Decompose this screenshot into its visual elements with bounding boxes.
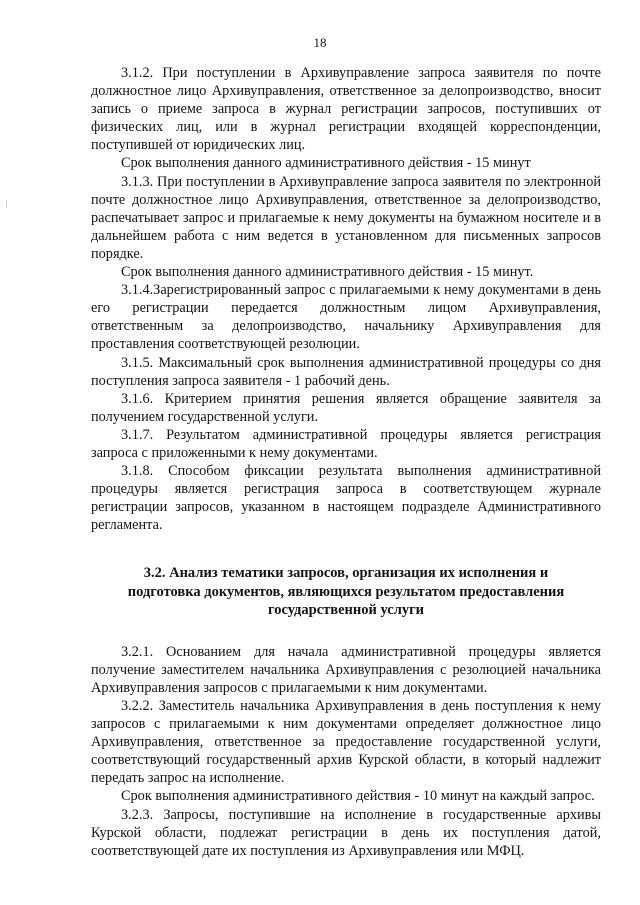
paragraph-deadline-1: Срок выполнения данного административного действия - 15 минут (121, 155, 531, 172)
paragraph-3-1-7: 3.1.7. Результатом административной процедуры является регистрация запроса с приложенными к нему документами. (91, 426, 601, 461)
paragraph-3-1-3: 3.1.3. При поступлении в Архивуправление запроса заявителя по электронной почте должностное лицо Архивуправления, ответственное за делопроизводство, распечатывает запрос и прилагаемые к нему документы на бумажном носителе и в дальнейшем работа с ним ведется в установленном для письменных запросов порядке. (91, 173, 601, 262)
paragraph-3-1-6: 3.1.6. Критерием принятия решения является обращение заявителя за получением государственной услуги. (91, 390, 601, 425)
scan-margin-mark (6, 200, 7, 208)
page-number: 18 (313, 35, 327, 50)
paragraph-3-1-5: 3.1.5. Максимальный срок выполнения административной процедуры со дня поступления запроса заявителя - 1 рабочий день. (91, 354, 601, 389)
paragraph-3-2-3: 3.2.3. Запросы, поступившие на исполнение в государственные архивы Курской области, подлежат регистрации в день их поступления датой, соответствующей дате их поступления из Архивуправления или МФЦ. (91, 806, 601, 859)
section-heading-3-2: 3.2. Анализ тематики запросов, организация их исполнения и подготовка документов, являющихся результатом предоставления государственной услуги (127, 565, 565, 618)
paragraph-deadline-2: Срок выполнения данного административного действия - 15 минут. (121, 264, 534, 281)
document-body (91, 64, 601, 860)
paragraph-3-2-1: 3.2.1. Основанием для начала административной процедуры является получение заместителем начальника Архивуправления с резолюцией начальника Архивуправления запросов с прилагаемыми к ним документами. (91, 643, 601, 696)
paragraph-3-2-2: 3.2.2. Заместитель начальника Архивуправления в день поступления к нему запросов с прилагаемыми к ним документами определяет должностное лицо Архивуправления, ответственное за предоставление государственной услуги, соответствующий государственный архив Курской области, в который надлежит передать запрос на исполнение. (91, 698, 601, 787)
paragraph-3-1-4: 3.1.4.Зарегистрированный запрос с прилагаемыми к нему документами в день его регистрации передается должностным лицом Архивуправления, ответственным за делопроизводство, начальнику Архивуправления для проставления соответствующей резолюции. (91, 282, 601, 353)
paragraph-3-1-8: 3.1.8. Способом фиксации результата выполнения административной процедуры является регистрация запроса в соответствующем журнале регистрации запросов, указанном в настоящем подразделе Административного регламента. (91, 463, 601, 534)
paragraph-3-1-2: 3.1.2. При поступлении в Архивуправление запроса заявителя по почте должностное лицо Архивуправления, ответственное за делопроизводство, вносит запись о приеме запроса в журнал регистрации запросов, поступивших от физических лиц, или в журнал регистрации входящей корреспонденции, поступившей от юридических лиц. (91, 65, 601, 154)
paragraph-deadline-3: Срок выполнения административного действия - 10 минут на каждый запрос. (121, 788, 595, 805)
